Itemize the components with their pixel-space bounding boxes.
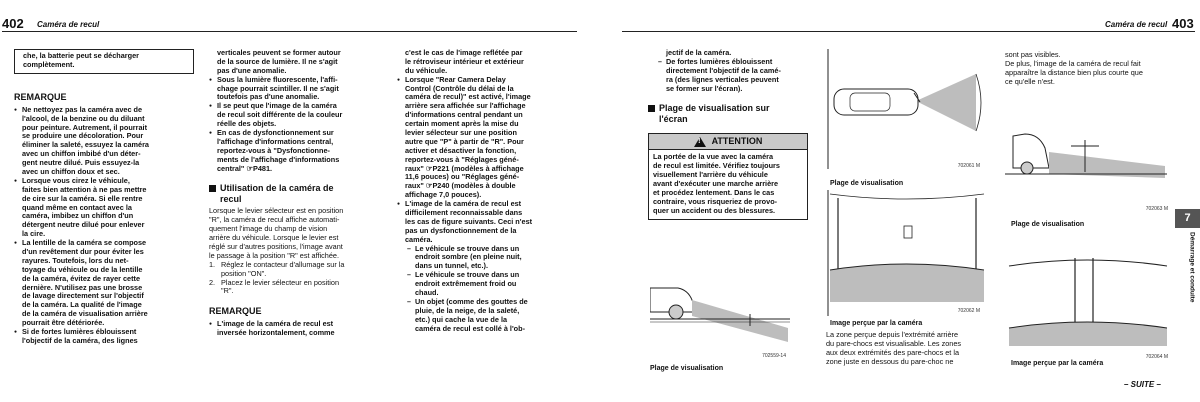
text-line: caméra de recul est collé à l'ob- [415,323,526,333]
text-line: ● Lorsque "Rear Camera Delay [405,74,506,84]
text-line: le rétroviseur intérieur et extérieur [405,56,524,66]
text-line: se former sur l'écran). [666,83,743,93]
text-line: La portée de la vue avec la caméra [653,152,774,162]
text-line: jectif de la caméra. [666,48,732,57]
text-line: raux" ☞P221 (modèles à affichage [405,163,524,173]
left-page-number: 402 [2,16,24,31]
text-line: quer un accident ou des blessures. [653,205,776,215]
dash-list-cont [658,49,808,93]
text-line: de la caméra de visualisation arrière [22,309,148,319]
car-side-range-illustration [650,270,798,360]
figure-mid-camera [826,190,986,318]
text-line: de la caméra, évitez de rayer cette [22,273,141,283]
right-page-number: 403 [1172,16,1194,31]
text-line: – Le véhicule se trouve dans un [415,243,520,253]
dash-item [407,271,557,298]
text-line: certain moment après la mise du [405,119,519,129]
text-line: dans un tunnel, etc.). [415,261,488,271]
figure-left-range [650,270,798,360]
figure-right-bottom-caption: Image perçue par la caméra [1011,360,1104,367]
text-line: reportez-vous à "Réglages géné- [405,154,519,164]
text-line: difficilement reconnaissable dans [405,208,523,218]
text-line: aux deux extrémités des pare-chocs et la [826,347,960,357]
steps-list [209,261,381,297]
text-line: éliminer la saleté, essuyez la caméra [22,140,149,150]
dash-item [658,58,808,94]
figure-right-top-caption: Plage de visualisation [1011,221,1085,228]
text-line: de la caméra. La qualité de l'image [22,300,142,310]
text-line: pas d'une anomalie. [217,65,287,75]
list-item [14,328,194,346]
text-line: d'informations central pendant un [405,110,523,120]
list-item [14,106,194,177]
text-line: et procédez lentement. Dans le cas [653,187,775,197]
attention-label: ATTENTION [711,136,763,147]
text-line: pour peinture. Autrement, il pourrait [22,122,147,132]
text-line: de cire sur la caméra. Si elle rentre [22,193,143,203]
viewing-range-heading [648,103,808,125]
usage-paragraph [209,207,381,260]
figure-code: 702062 M [957,308,980,314]
step-number: 2. [209,277,216,287]
text-line: – De fortes lumières éblouissent [666,56,773,66]
text-line: dernière. N'utilisez pas une brosse [22,282,143,292]
text-line: arrière du véhicule. Lorsque le levier est [209,233,339,243]
text-line: sont pas visibles. [1005,50,1061,59]
list-item [397,49,557,76]
text-line: l'objectif de la caméra, des lignes [22,335,138,345]
column-2 [209,49,381,338]
column-4 [648,49,808,220]
figure-left-caption: Plage de visualisation [650,365,724,372]
figure-code: 702061 M [957,163,980,169]
dash-item [407,298,557,334]
text-line: ● La lentille de la caméra se compose [22,238,147,248]
text-line: visuellement l'arrière du véhicule [653,170,768,180]
remark-list-3 [397,49,557,334]
list-item [209,76,381,103]
text-line: la cire. [22,229,46,239]
text-line: directement l'objectif de la camé- [666,65,781,75]
text-line: zone juste en dessous du pare-choc ne [826,356,954,366]
text-line: ● L'image de la caméra de recul est [217,319,334,329]
text-line: chaud. [415,288,439,298]
text-line: contraire, vous risqueriez de provo- [653,196,778,206]
continued-footer: – SUITE – [1124,380,1161,389]
figure-code: 702063 M [1145,206,1168,212]
column-1 [14,49,194,346]
list-item [209,129,381,173]
text-line: avec un chiffon imbibé d'un déter- [22,149,141,159]
chapter-title: Démarrage et conduite [1188,232,1196,303]
camera-image-lines-illustration [1005,232,1170,360]
figure-top-range [826,49,986,171]
warning-triangle-icon: ! [694,137,706,147]
square-bullet-icon [648,105,655,112]
text-line: les cas de figure suivants. Ceci n'est [405,216,533,226]
text-line: rayures. Toutefois, lors du net- [22,255,129,265]
list-item [209,49,381,76]
remark-list-cont [209,49,381,173]
text-line: Control (Contrôle du délai de la [405,83,514,93]
text-line: La zone perçue depuis l'extrémité arrière [826,330,958,339]
dash-item [407,245,557,272]
text-line: le passage à la position "R" est affichée. [209,250,339,260]
list-item [397,200,557,333]
text-line: détergent neutre dilué pour enlever [22,220,145,230]
text-line: levier sélecteur sur une position [405,128,517,138]
step-item [209,279,381,297]
chapter-side-label [1175,232,1200,332]
text-line: raux" ☞P240 (modèles à double [405,181,516,191]
text-line: caméra, imbibez un chiffon d'un [22,211,134,221]
heading-line: Plage de visualisation sur [659,103,770,114]
text-line: l'affichage d'informations central, [217,136,334,146]
text-line: c'est le cas de l'image reflétée par [405,48,523,57]
text-line: caméra. [405,234,433,244]
figure-code: 702559-14 [762,353,786,359]
box-line: complètement. [23,59,75,69]
text-line: avant d'exécuter une marche arrière [653,179,779,189]
car-rear-range-illustration [1005,128,1170,214]
text-line: toutefois pas d'une anomalie. [217,92,320,102]
text-line: De plus, l'image de la caméra de recul fait [1005,58,1141,68]
continued-note-box [14,49,194,74]
text-line: de recul soit différente de la couleur [217,110,343,120]
text-line: du pare-chocs est visualisable. Les zones [826,338,962,348]
text-line: ● En cas de dysfonctionnement sur [217,128,334,138]
text-line: "R", la caméra de recul affiche automati- [209,215,340,225]
text-line: quement l'image du champ de vision [209,224,328,234]
text-line: toyage du véhicule ou de la lentille [22,264,143,274]
figure-code: 702064 M [1145,354,1168,360]
text-line: pas un dysfonctionnement de la [405,225,517,235]
text-line: inversée horizontalement, comme [217,328,335,338]
list-item [14,177,194,239]
text-line: Placez le levier sélecteur en position [221,277,340,287]
list-item [397,76,557,200]
text-line: se produire une décoloration. Pour [22,131,144,141]
text-line: faites bien attention à ne pas mettre [22,184,147,194]
text-line: position "ON". [221,268,267,278]
heading-line: Utilisation de la caméra de [220,183,334,194]
text-line: du véhicule. [405,65,448,75]
dash-list [407,245,557,334]
text-line: endroit sombre (en pleine nuit, [415,252,522,262]
left-header-title: Caméra de recul [37,20,100,29]
text-line: Réglez le contacteur d'allumage sur la [221,259,345,269]
text-line: d'un revêtement dur pour éviter les [22,247,144,256]
remark-list [14,106,194,346]
text-line: avec un chiffon doux et sec. [22,166,120,176]
text-line: – Un objet (comme des gouttes de [415,296,528,306]
text-line: de recul est limitée. Vérifiez toujours [653,161,780,171]
text-line: apparaître la distance bien plus courte que [1005,67,1143,77]
column-6-text [1005,51,1175,87]
text-line: arrière sera affichée sur l'affichage [405,101,526,111]
text-line: activer et désactiver la fonction, [405,145,517,155]
list-item [14,239,194,328]
text-line: etc.) qui cache la vue de la [415,314,508,324]
text-line: de la source de lumière. Il ne s'agit [217,56,338,66]
text-line: ● Lorsque vous cirez le véhicule, [22,175,130,185]
right-header-title: Caméra de recul [1105,20,1168,29]
column-3 [397,49,557,334]
text-line: ra (des lignes verticales peuvent [666,74,779,84]
text-line: reportez-vous à "Dysfonctionne- [217,145,330,155]
text-line: – Le véhicule se trouve dans un [415,270,520,280]
text-line: 11,6 pouces) ou "Réglages géné- [405,172,520,182]
text-line: chage pourrait scintiller. Il ne s'agit [217,83,339,93]
text-line: ● Sous la lumière fluorescente, l'affi- [217,74,338,84]
text-line: l'alcool, de la benzine ou du diluant [22,113,145,123]
text-line: pluie, de la neige, de la saleté, [415,305,520,315]
section-heading [209,183,381,205]
step-number: 1. [209,259,216,269]
remark-list-2 [209,320,381,338]
text-line: quand même en contact avec la [22,202,132,212]
text-line: pourrait être détériorée. [22,318,105,328]
step-item [209,261,381,279]
heading-line: recul [220,194,242,205]
text-line: caméra de recul)" est activé, l'image [405,92,531,102]
text-line: ● Il se peut que l'image de la caméra [217,101,337,111]
text-line: de lavage directement sur l'objectif [22,291,144,301]
remark-heading-2: REMARQUE [209,306,262,317]
square-bullet-icon [209,185,216,192]
text-line: central" ☞P481. [217,163,273,173]
attention-body [649,150,807,218]
right-header-rule [622,31,1195,32]
text-line: "R". [221,286,234,296]
list-item [209,320,381,338]
text-line: ce qu'elle n'est. [1005,76,1055,86]
chapter-tab: 7 [1175,209,1200,228]
text-line: autre que "P" à partir de "R". Pour [405,136,524,146]
figure-top-caption: Plage de visualisation [830,180,904,187]
car-top-range-illustration [826,49,986,171]
figure-right-bottom-camera [1005,232,1170,360]
heading-line: l'écran [659,114,688,125]
list-item [209,102,381,129]
attention-box [648,133,808,219]
camera-image-illustration [826,190,986,318]
text-line: gent neutre dilué. Puis essuyez-la [22,158,140,168]
box-line: che, la batterie peut se décharger [23,51,139,60]
text-line: ● L'image de la caméra de recul est [405,199,522,209]
text-line: ments de l'affichage d'informations [217,154,340,164]
left-header-rule [2,31,577,32]
remark-heading: REMARQUE [14,91,67,102]
attention-header [649,134,807,150]
text-line: Lorsque le levier sélecteur est en position [209,206,344,216]
text-line: réelle des objets. [217,119,277,129]
figure-right-top-range [1005,128,1170,214]
text-line: ● Ne nettoyez pas la caméra avec de [22,104,143,114]
text-line: endroit extrêmement froid ou [415,279,517,289]
column-5-text [826,331,998,367]
figure-mid-caption: Image perçue par la caméra [830,320,923,327]
text-line: réglé sur d'autres positions, l'image avant [209,241,343,251]
text-line: ● Si de fortes lumières éblouissent [22,327,137,337]
text-line: verticales peuvent se former autour [217,48,341,57]
text-line: affichage 7,0 pouces). [405,190,482,200]
